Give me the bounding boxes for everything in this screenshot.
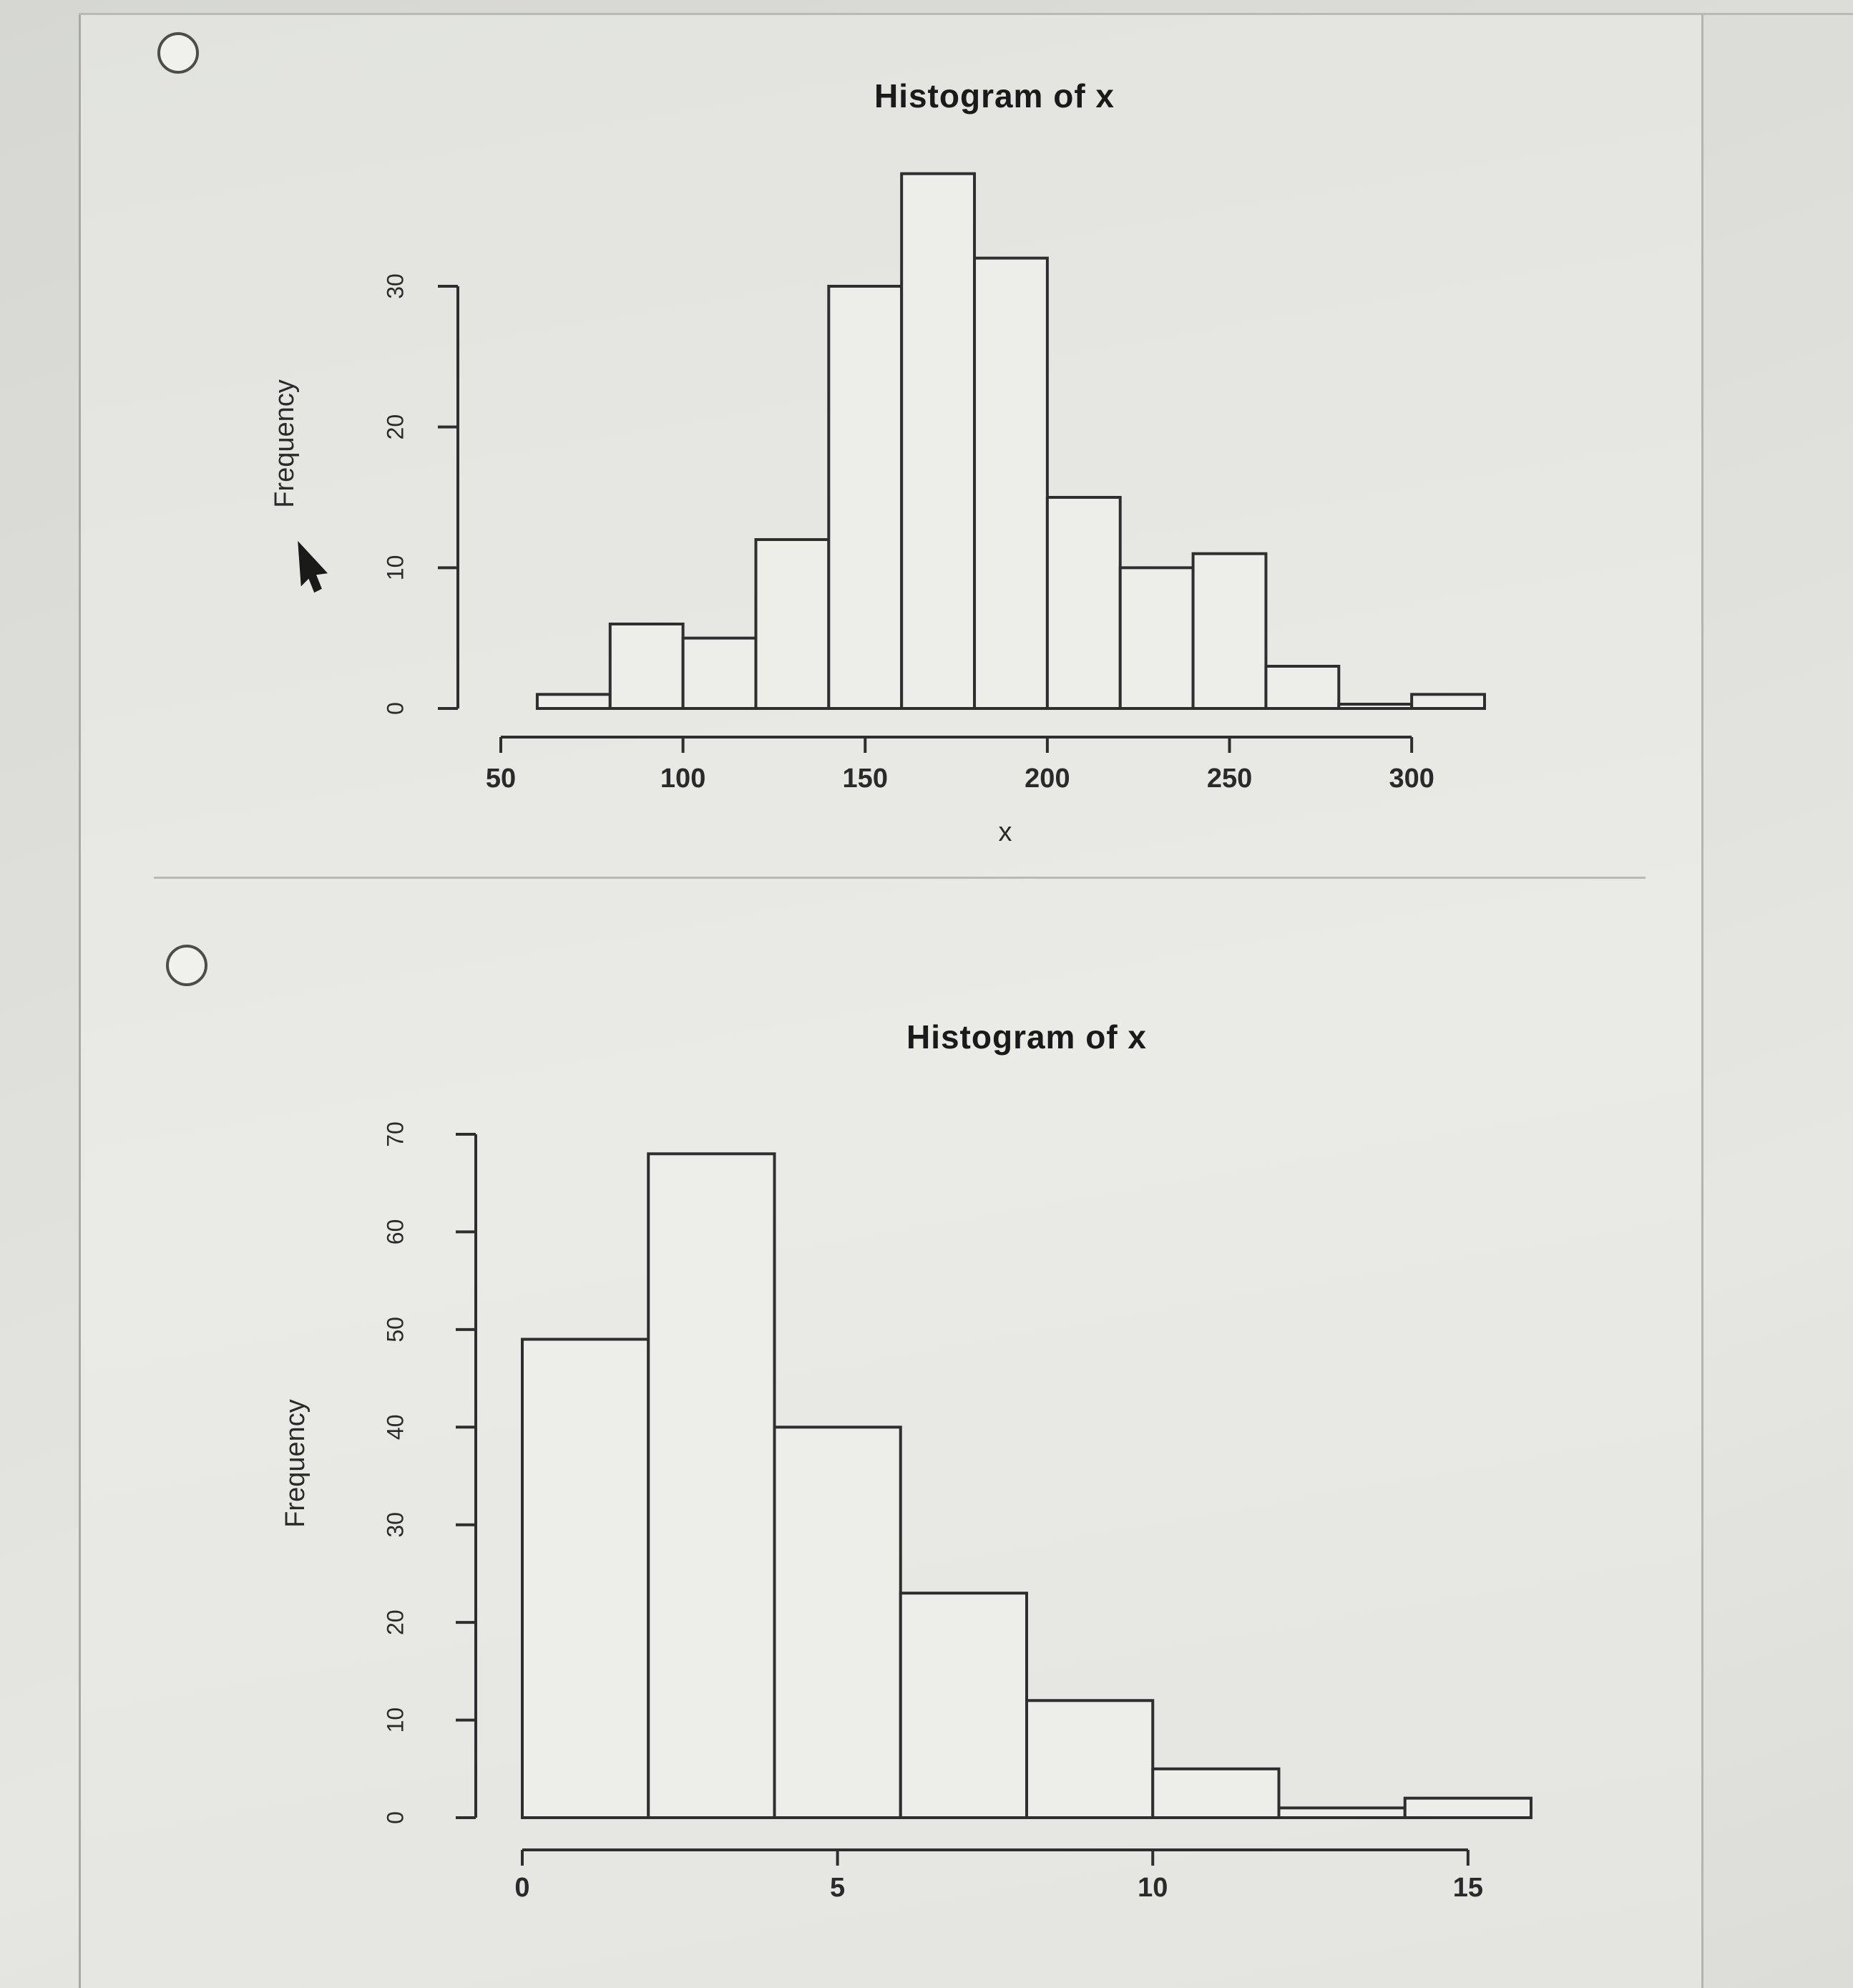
histogram-bar [1027, 1700, 1153, 1818]
y-tick-label: 0 [382, 702, 409, 715]
histogram-bar [522, 1340, 648, 1818]
histogram-bar [775, 1427, 901, 1818]
histogram-bar [1405, 1798, 1531, 1818]
chart-title: Histogram of x [874, 77, 1115, 114]
y-tick-label: 30 [382, 273, 409, 299]
histogram-bar [648, 1154, 774, 1818]
y-tick-label: 60 [382, 1219, 409, 1245]
y-tick-label: 50 [382, 1317, 409, 1343]
x-tick-label: 250 [1206, 764, 1253, 794]
y-tick-label: 20 [382, 414, 409, 440]
y-tick-label: 30 [382, 1511, 409, 1538]
histogram-bar [1153, 1769, 1278, 1818]
y-tick-label: 70 [382, 1121, 409, 1147]
y-tick-label: 0 [382, 1811, 409, 1824]
x-tick-label: 150 [842, 764, 888, 794]
x-tick-label: 15 [1452, 1873, 1484, 1903]
histogram-bar [1279, 1808, 1405, 1818]
y-axis-label: Frequency [270, 379, 300, 508]
x-tick-label: 50 [485, 764, 517, 794]
histogram-bar [901, 1593, 1027, 1818]
x-tick-label: 5 [830, 1873, 846, 1903]
x-tick-label: 100 [660, 764, 706, 794]
x-tick-label: 10 [1138, 1873, 1168, 1903]
y-tick-label: 20 [382, 1609, 409, 1635]
y-tick-label: 10 [382, 1707, 409, 1733]
x-axis-label: x [998, 817, 1012, 847]
x-tick-label: 300 [1389, 764, 1434, 794]
x-tick-label: 200 [1025, 764, 1070, 794]
x-tick-label: 0 [514, 1873, 530, 1903]
y-tick-label: 10 [382, 555, 409, 581]
y-axis-label: Frequency [280, 1399, 311, 1528]
chart-title: Histogram of x [906, 1018, 1148, 1056]
y-tick-label: 40 [382, 1414, 409, 1441]
